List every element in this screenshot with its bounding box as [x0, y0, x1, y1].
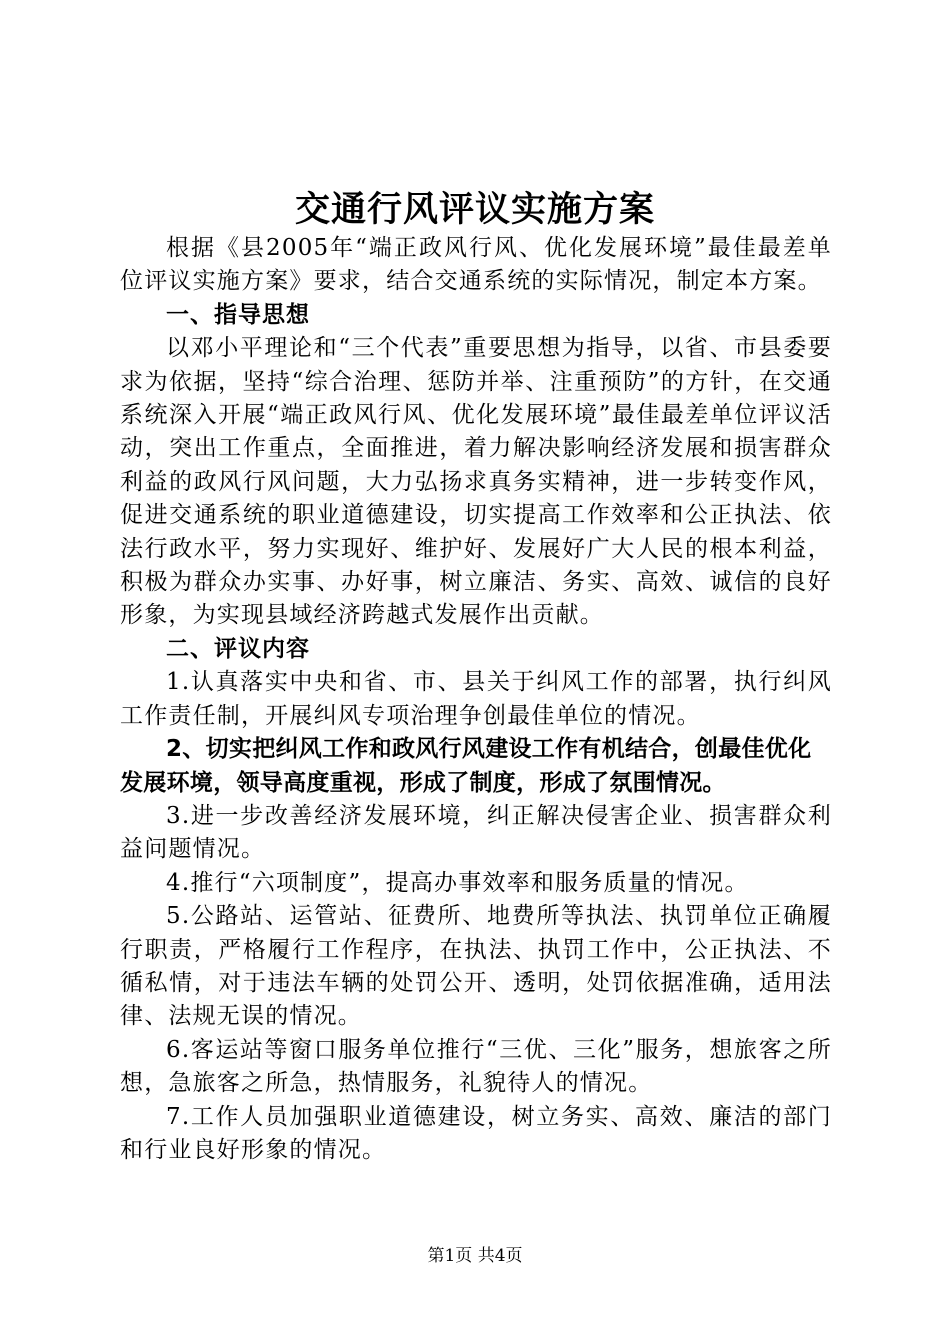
evaluation-item-2: 2、切实把纠风工作和政风行风建设工作有机结合，创最佳优化发展环境，领导高度重视，形成了制度，形成了氛围情况。 [120, 736, 812, 796]
evaluation-item-7: 7.工作人员加强职业道德建设，树立务实、高效、廉洁的部门和行业良好形象的情况。 [120, 1103, 832, 1163]
evaluation-item-6: 6.客运站等窗口服务单位推行“三优、三化”服务，想旅客之所想，急旅客之所急，热情服务，礼貌待人的情况。 [120, 1036, 832, 1097]
evaluation-item-5: 5.公路站、运管站、征费所、地费所等执法、执罚单位正确履行职责，严格履行工作程序，在执法、执罚工作中，公正执法、不循私情，对于违法车辆的处罚公开、透明，处罚依据准确，适用法律、法规无误的情况。 [120, 903, 832, 1030]
section-heading-guiding-ideology: 一、指导思想 [166, 301, 310, 328]
intro-paragraph: 根据《县2005年“端正政风行风、优化发展环境”最佳最差单位评议实施方案》要求，结合交通系统的实际情况，制定本方案。 [120, 235, 832, 295]
evaluation-item-1: 1.认真落实中央和省、市、县关于纠风工作的部署，执行纠风工作责任制，开展纠风专项治理争创最佳单位的情况。 [120, 669, 832, 729]
document-body [120, 232, 832, 1167]
page-footer: 第1页 共4页 [427, 1246, 523, 1266]
guiding-ideology-paragraph: 以邓小平理论和“三个代表”重要思想为指导，以省、市县委要求为依据，坚持“综合治理、惩防并举、注重预防”的方针，在交通系统深入开展“端正政风行风、优化发展环境”最佳最差单位评议活动，突出工作重点，全面推进，着力解决影响经济发展和损害群众利益的政风行风问题，大力弘扬求真务实精神，进一步转变作风，促进交通系统的职业道德建设，切实提高工作效率和公正执法、依法行政水平，努力实现好、维护好、发展好广大人民的根本利益，积极为群众办实事、办好事，树立廉洁、务实、高效、诚信的良好形象，为实现县域经济跨越式发展作出贡献。 [120, 335, 832, 629]
evaluation-item-4: 4.推行“六项制度”，提高办事效率和服务质量的情况。 [166, 869, 749, 896]
document-title: 交通行风评议实施方案 [294, 190, 655, 230]
section-heading-evaluation-content: 二、评议内容 [166, 635, 310, 662]
evaluation-item-3: 3.进一步改善经济发展环境，纠正解决侵害企业、损害群众利益问题情况。 [120, 802, 832, 863]
